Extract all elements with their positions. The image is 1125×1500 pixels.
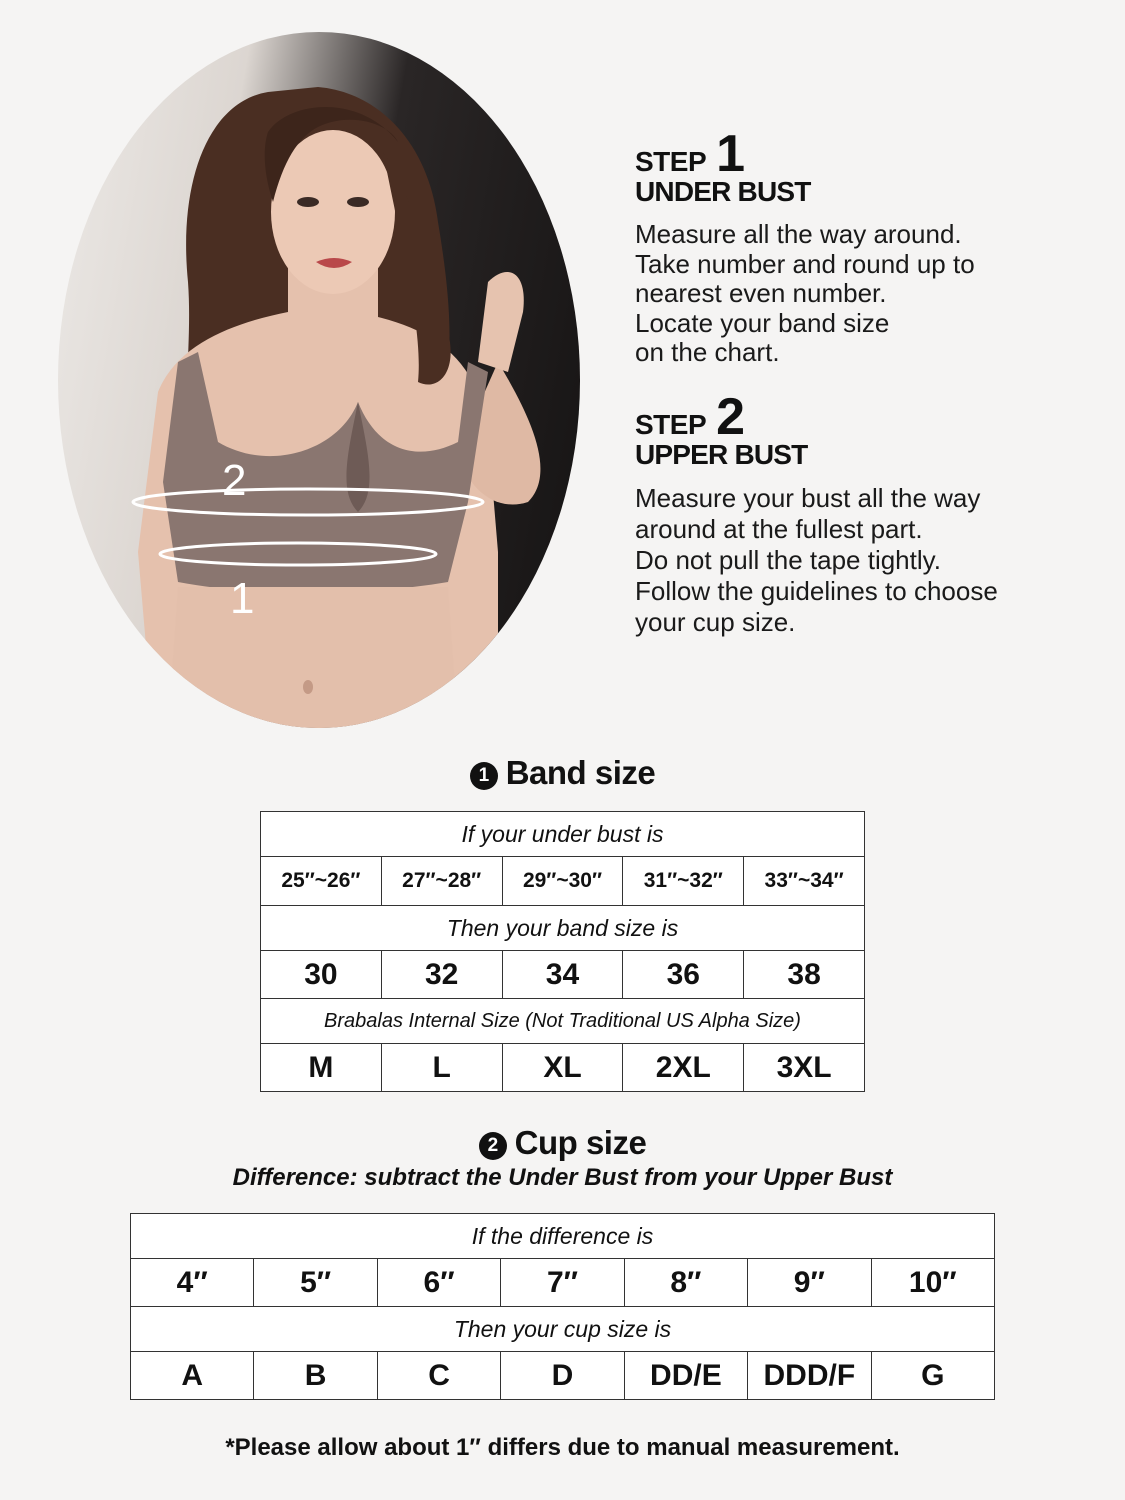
table-row [131, 1307, 995, 1352]
band-size-heading [0, 754, 1125, 792]
cup-size-badge: 2 [479, 1132, 507, 1160]
table-row [261, 999, 865, 1044]
cup-size-table [130, 1213, 995, 1400]
difference-header: If the difference is [131, 1214, 995, 1259]
cup-size-header: Then your cup size is [131, 1307, 995, 1352]
internal-size-cell: 2XL [623, 1044, 744, 1092]
band-size-cell: 30 [261, 951, 382, 999]
cup-size-heading [0, 1124, 1125, 1162]
cup-size-cell: D [501, 1352, 624, 1400]
table-row [261, 857, 865, 906]
table-row [131, 1352, 995, 1400]
model-illustration [58, 32, 580, 728]
difference-cell: 6″ [377, 1259, 500, 1307]
step-1-word: STEP [635, 146, 707, 178]
band-size-cell: 32 [381, 951, 502, 999]
step-2-title: UPPER BUST [635, 439, 808, 471]
band-size-header: Then your band size is [261, 906, 865, 951]
cup-size-cell: C [377, 1352, 500, 1400]
step-1-number: 1 [716, 125, 746, 183]
table-row [261, 951, 865, 999]
difference-cell: 4″ [131, 1259, 254, 1307]
band-size-cell: 38 [744, 951, 865, 999]
cup-size-title: Cup size [514, 1124, 647, 1161]
difference-cell: 10″ [871, 1259, 994, 1307]
table-row [131, 1214, 995, 1259]
cup-size-cell: DDD/F [748, 1352, 871, 1400]
upper-bust-marker: 2 [222, 456, 247, 505]
model-photo [58, 32, 580, 728]
step-2-heading [635, 388, 998, 446]
cup-size-cell: A [131, 1352, 254, 1400]
band-size-title: Band size [505, 754, 656, 791]
measurement-footnote: *Please allow about 1″ differs due to manual measurement. [225, 1434, 900, 1461]
step-2 [635, 388, 998, 638]
table-row [261, 1044, 865, 1092]
difference-cell: 5″ [254, 1259, 377, 1307]
cup-size-cell: B [254, 1352, 377, 1400]
cup-size-cell: G [871, 1352, 994, 1400]
step-1-line: Measure all the way around. [635, 219, 962, 250]
under-bust-cell: 31″~32″ [623, 857, 744, 906]
table-row [261, 906, 865, 951]
step-2-line: Do not pull the tape tightly. [635, 545, 941, 576]
cup-size-subtitle: Difference: subtract the Under Bust from your Upper Bust [232, 1164, 893, 1191]
under-bust-cell: 25″~26″ [261, 857, 382, 906]
step-2-line: around at the fullest part. [635, 514, 923, 545]
step-2-instructions [635, 483, 998, 638]
step-2-word: STEP [635, 409, 707, 441]
internal-size-cell: L [381, 1044, 502, 1092]
internal-size-cell: XL [502, 1044, 623, 1092]
internal-size-cell: 3XL [744, 1044, 865, 1092]
difference-cell: 8″ [624, 1259, 747, 1307]
difference-cell: 7″ [501, 1259, 624, 1307]
table-row [261, 812, 865, 857]
internal-size-header: Brabalas Internal Size (Not Traditional US Alpha Size) [261, 999, 865, 1044]
step-1-heading [635, 125, 975, 183]
under-bust-header: If your under bust is [261, 812, 865, 857]
cup-size-cell: DD/E [624, 1352, 747, 1400]
band-size-cell: 36 [623, 951, 744, 999]
step-1-line: Take number and round up to [635, 248, 975, 279]
step-1 [635, 125, 975, 368]
band-size-cell: 34 [502, 951, 623, 999]
under-bust-cell: 29″~30″ [502, 857, 623, 906]
step-2-line: Follow the guidelines to choose [635, 576, 998, 607]
step-1-instructions [635, 220, 975, 368]
band-size-badge: 1 [470, 762, 498, 790]
difference-cell: 9″ [748, 1259, 871, 1307]
band-size-table [260, 811, 865, 1092]
under-bust-cell: 27″~28″ [381, 857, 502, 906]
step-1-line: on the chart. [635, 337, 780, 368]
step-2-line: Measure your bust all the way [635, 483, 981, 514]
step-1-line: nearest even number. [635, 278, 887, 309]
under-bust-marker: 1 [230, 574, 255, 623]
table-row [131, 1259, 995, 1307]
internal-size-cell: M [261, 1044, 382, 1092]
step-1-title: UNDER BUST [635, 176, 811, 208]
step-1-line: Locate your band size [635, 307, 890, 338]
step-2-line: your cup size. [635, 607, 796, 638]
step-2-number: 2 [716, 388, 746, 446]
under-bust-cell: 33″~34″ [744, 857, 865, 906]
